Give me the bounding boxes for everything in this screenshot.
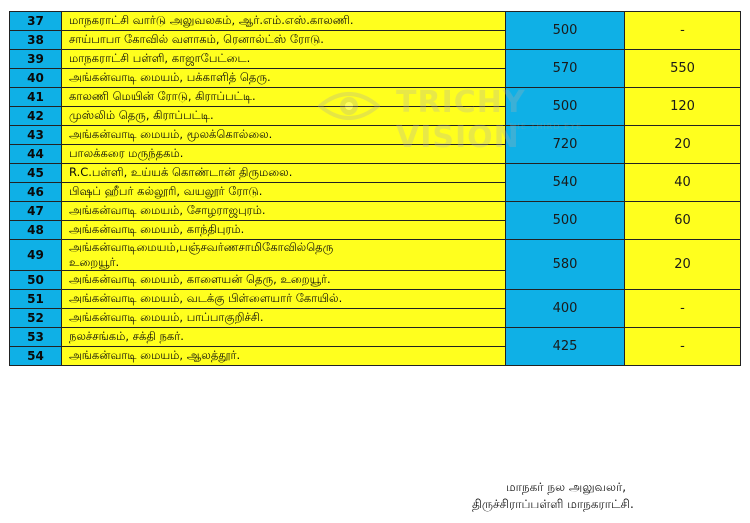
place-name: அங்கன்வாடி மையம், சோழராஜபுரம்.: [62, 202, 506, 221]
extra-value-cell: -: [625, 290, 741, 328]
value-cell: 580: [506, 240, 625, 290]
row-number: 52: [10, 309, 62, 328]
value-cell: 570: [506, 50, 625, 88]
place-name: அங்கன்வாடி மையம், ஆலத்தூர்.: [62, 347, 506, 366]
table-row: [10, 202, 741, 221]
place-name: பிஷப் ஹீபர் கல்லூரி, வயலூர் ரோடு.: [62, 183, 506, 202]
row-number: 47: [10, 202, 62, 221]
signature-designation: மாநகர் நல அலுவலர்,: [506, 480, 627, 494]
row-number: 42: [10, 107, 62, 126]
place-name: காலணி மெயின் ரோடு, கிராப்பட்டி.: [62, 88, 506, 107]
table-row: [10, 88, 741, 107]
row-number: 49: [10, 240, 62, 271]
place-name: பாலக்கரை மருந்தகம்.: [62, 145, 506, 164]
row-number: 48: [10, 221, 62, 240]
value-cell: 500: [506, 88, 625, 126]
place-name: அங்கன்வாடி மையம், மூலக்கொல்லை.: [62, 126, 506, 145]
place-name: அங்கன்வாடி மையம், காளையன் தெரு, உறையூர்.: [62, 271, 506, 290]
extra-value-cell: 120: [625, 88, 741, 126]
signature-block: [472, 479, 732, 513]
table-row: [10, 126, 741, 145]
row-number: 50: [10, 271, 62, 290]
place-name: மாநகராட்சி பள்ளி, காஜாபேட்டை.: [62, 50, 506, 69]
row-number: 40: [10, 69, 62, 88]
place-name: மாநகராட்சி வார்டு அலுவலகம், ஆர்.எம்.எஸ்.காலணி.: [62, 12, 506, 31]
row-number: 53: [10, 328, 62, 347]
row-number: 37: [10, 12, 62, 31]
table-row: [10, 240, 741, 271]
place-name: முஸ்லிம் தெரு, கிராப்பட்டி.: [62, 107, 506, 126]
place-name-line: உறையூர்.: [69, 255, 120, 269]
extra-value-cell: 20: [625, 240, 741, 290]
table-row: [10, 12, 741, 31]
extra-value-cell: -: [625, 12, 741, 50]
row-number: 45: [10, 164, 62, 183]
row-number: 54: [10, 347, 62, 366]
watermark-tagline: THE THIRD EYE: [508, 122, 583, 131]
row-number: 51: [10, 290, 62, 309]
extra-value-cell: 60: [625, 202, 741, 240]
place-name: அங்கன்வாடி மையம், பக்காளித் தெரு.: [62, 69, 506, 88]
place-name-line: அங்கன்வாடிமையம்,பஞ்சவர்ணசாமிகோவில்தெரு: [69, 240, 334, 254]
ward-centre-table: [9, 11, 741, 366]
place-name: சாய்பாபா கோவில் வளாகம், ரெனால்ட்ஸ் ரோடு.: [62, 31, 506, 50]
row-number: 46: [10, 183, 62, 202]
extra-value-cell: -: [625, 328, 741, 366]
table-row: [10, 164, 741, 183]
value-cell: 500: [506, 202, 625, 240]
row-number: 41: [10, 88, 62, 107]
place-name: நலச்சங்கம், சக்தி நகர்.: [62, 328, 506, 347]
extra-value-cell: 20: [625, 126, 741, 164]
row-number: 43: [10, 126, 62, 145]
watermark-title: TRICHY VISION: [396, 85, 526, 155]
place-name: R.C.பள்ளி, உய்யக் கொண்டான் திருமலை.: [62, 164, 506, 183]
place-name: [62, 240, 506, 271]
row-number: 39: [10, 50, 62, 69]
place-name: அங்கன்வாடி மையம், காந்திபுரம்.: [62, 221, 506, 240]
value-cell: 500: [506, 12, 625, 50]
table-row: [10, 328, 741, 347]
table-row: [10, 290, 741, 309]
extra-value-cell: 40: [625, 164, 741, 202]
signature-organisation: திருச்சிராப்பள்ளி மாநகராட்சி.: [472, 497, 634, 511]
value-cell: 400: [506, 290, 625, 328]
place-name: அங்கன்வாடி மையம், வடக்கு பிள்ளையார் கோயில்.: [62, 290, 506, 309]
place-name: அங்கன்வாடி மையம், பாப்பாகுறிச்சி.: [62, 309, 506, 328]
value-cell: 425: [506, 328, 625, 366]
extra-value-cell: 550: [625, 50, 741, 88]
table-row: [10, 50, 741, 69]
value-cell: 540: [506, 164, 625, 202]
value-cell: 720: [506, 126, 625, 164]
row-number: 38: [10, 31, 62, 50]
row-number: 44: [10, 145, 62, 164]
